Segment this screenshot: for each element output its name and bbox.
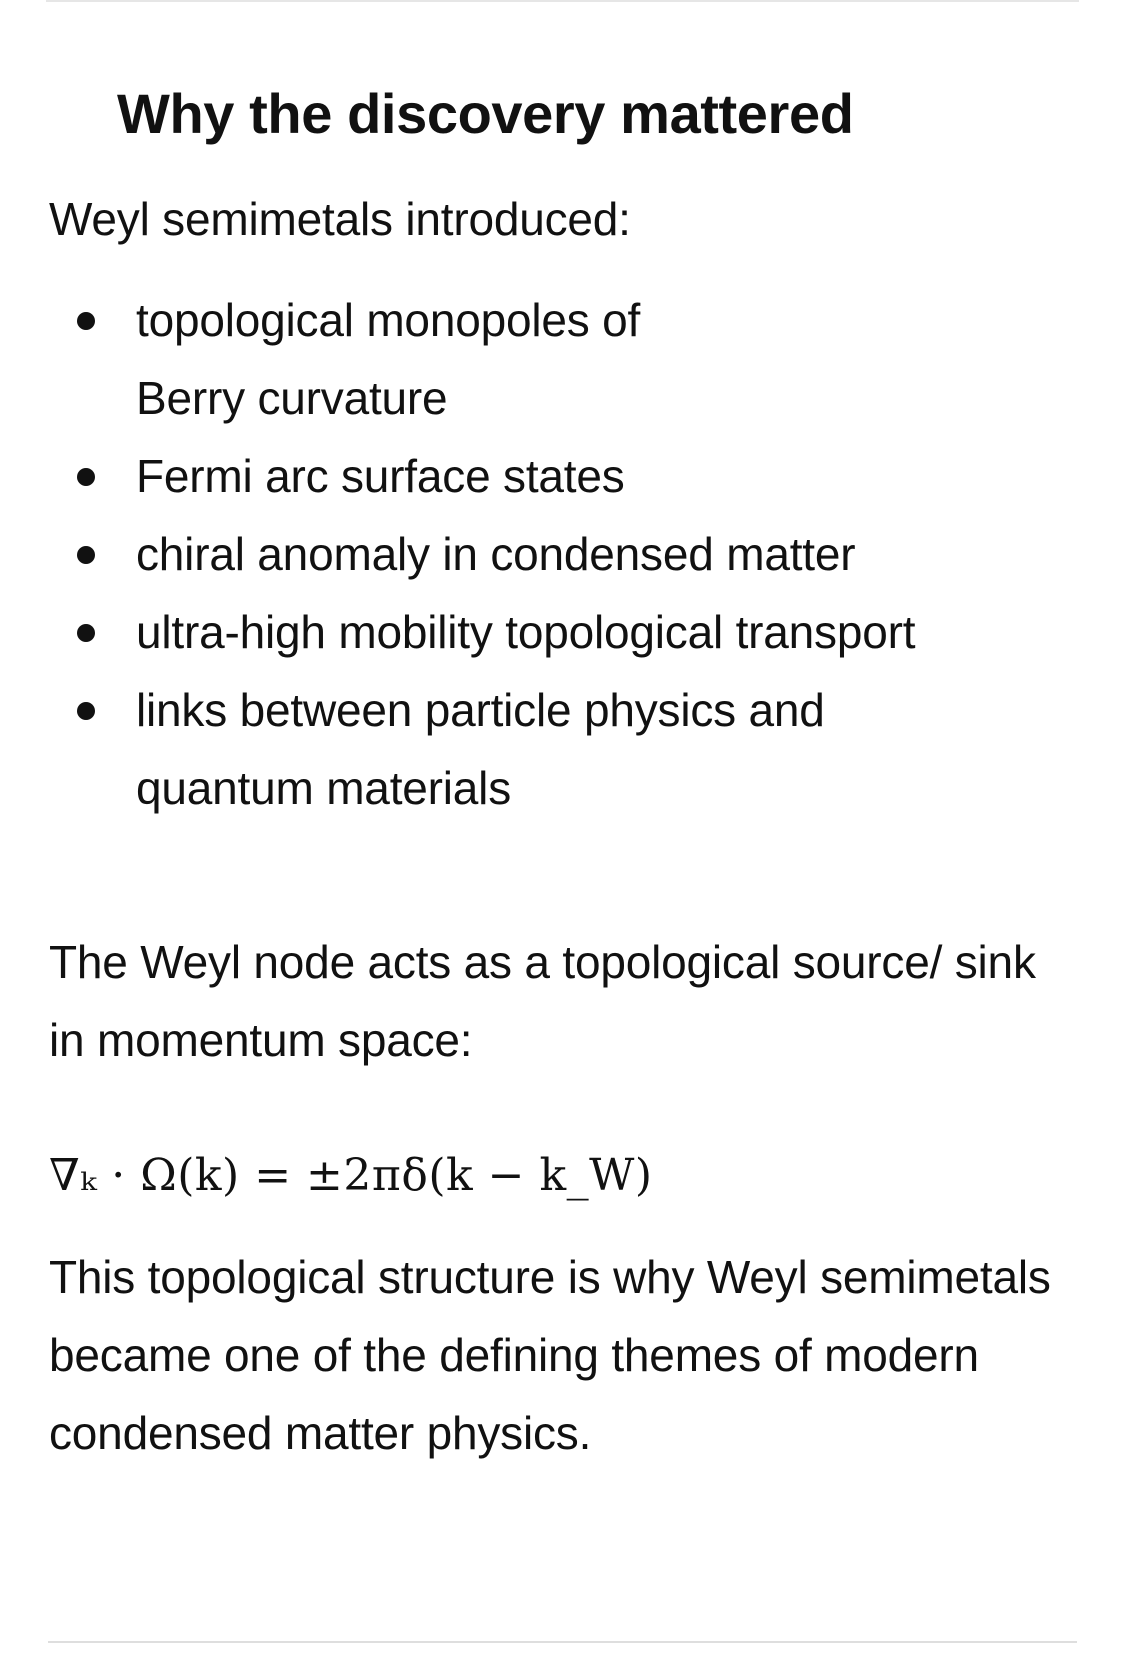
bullet-text: chiral anomaly in condensed matter	[136, 528, 856, 580]
bullet-item	[0, 671, 916, 827]
berry-curvature-equation: ∇ₖ · Ω(k) = ±2πδ(k − k_W)	[49, 1150, 653, 1201]
bullet-dot-icon	[77, 702, 95, 720]
bullet-dot-icon	[77, 312, 95, 330]
bullet-dot-icon	[77, 468, 95, 486]
section-heading: Why the discovery mattered	[117, 82, 854, 145]
weyl-node-paragraph: The Weyl node acts as a topological source/ sink in momentum space:	[49, 936, 1036, 1066]
bullet-dot-icon	[77, 546, 95, 564]
bullet-dot-icon	[77, 624, 95, 642]
bullet-item	[0, 593, 1036, 671]
bullet-text: topological monopoles of Berry curvature	[136, 294, 641, 424]
bullet-item	[0, 281, 696, 437]
conclusion-paragraph: This topological structure is why Weyl semimetals became one of the defining themes of modern condensed matter physics.	[49, 1251, 1051, 1459]
bullet-item	[0, 515, 1036, 593]
bullet-text: Fermi arc surface states	[136, 450, 625, 502]
intro-text: Weyl semimetals introduced:	[49, 193, 631, 245]
bullet-list	[0, 281, 1036, 827]
bullet-text: ultra-high mobility topological transport	[136, 606, 916, 658]
top-divider	[46, 0, 1079, 2]
bullet-text: links between particle physics and quantum materials	[136, 684, 825, 814]
bullet-item	[0, 437, 1036, 515]
bottom-divider	[48, 1641, 1077, 1643]
